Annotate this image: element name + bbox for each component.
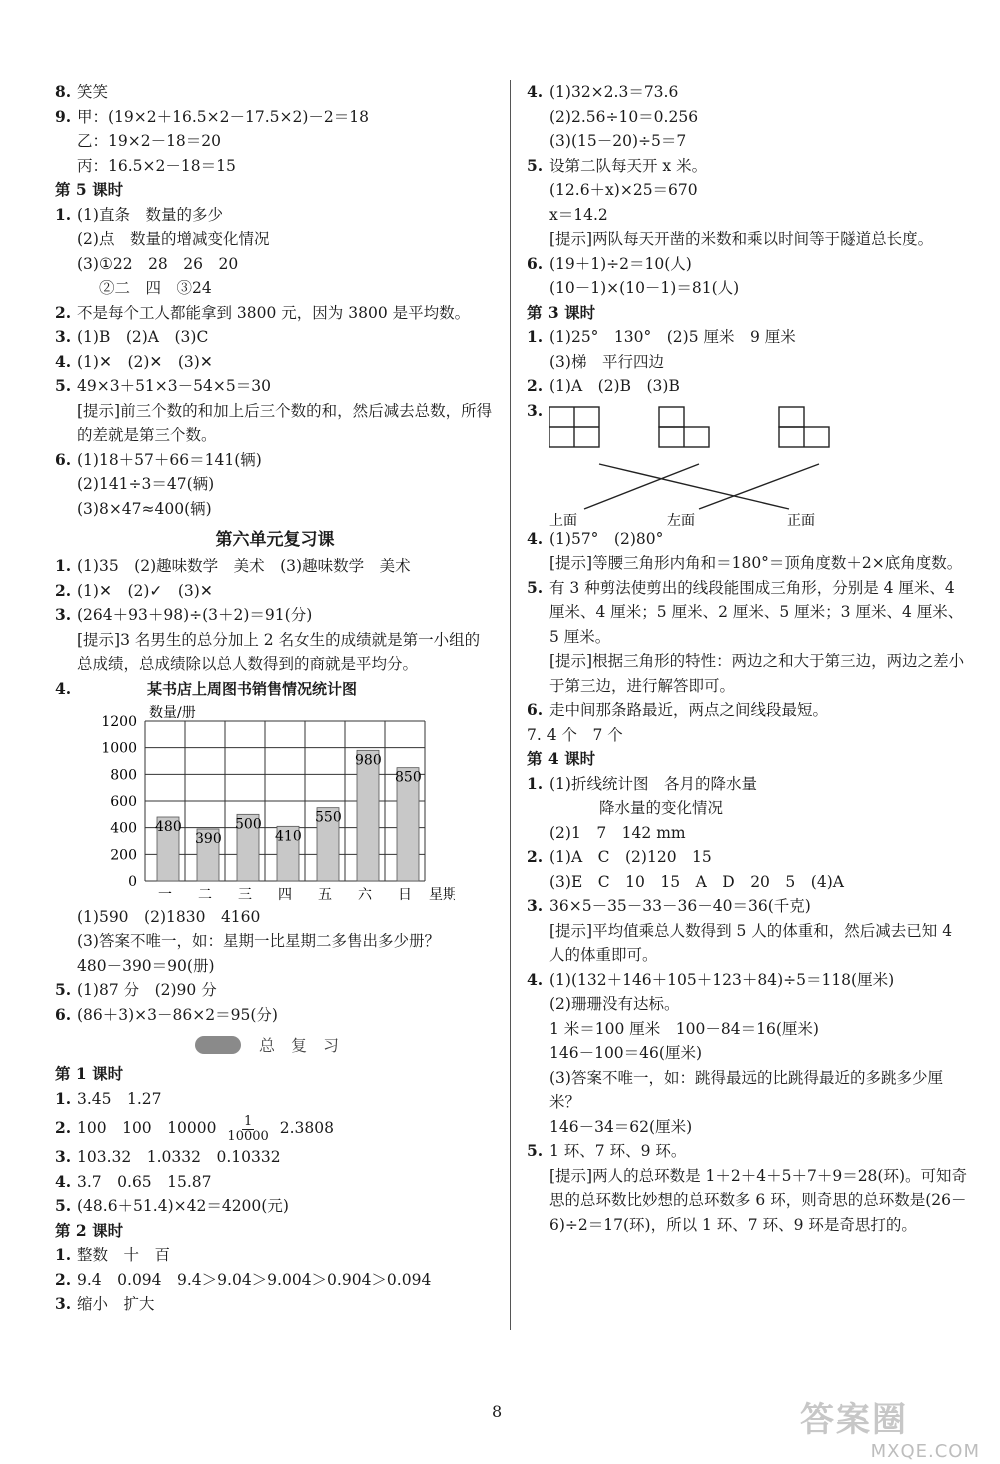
answer-line: 3. (264＋93＋98)÷(3＋2)＝91(分)	[55, 605, 313, 624]
hint-text: [提示]平均值乘总人数得到 5 人的体重和，然后减去已知 4 人的体重即可。	[549, 921, 953, 964]
answer-line: (10－1)×(10－1)＝81(人)	[549, 279, 740, 297]
answer-line: 6. 走中间那条路最近，两点之间线段最短。	[527, 700, 829, 719]
y-tick-label: 600	[110, 793, 137, 810]
answer-line: 6. (1)18＋57＋66＝141(辆)	[55, 449, 262, 469]
answer-line: 1. 整数 十 百	[55, 1245, 171, 1264]
x-tick-label: 四	[278, 886, 292, 901]
answer-line: 5. 1 环、7 环、9 环。	[527, 1141, 687, 1160]
answer-line: 5. 49×3＋51×3－54×5＝30	[55, 376, 271, 395]
answer-line: 1. (1)35 (2)趣味数学 美术 (3)趣味数学 美术	[55, 556, 411, 575]
watermark-logo: 答案圈 MXQE.COM	[800, 1400, 980, 1462]
answer-line: 2. 100 100 10000 $\frac{1}{10000}$ 2.3808	[55, 1113, 334, 1144]
x-tick-label: 五	[318, 886, 332, 901]
left-column	[55, 80, 495, 1317]
answer-line: (12.6＋x)×25＝670	[549, 181, 698, 199]
x-tick-label: 六	[358, 886, 372, 901]
view-shape-square	[659, 407, 684, 427]
y-tick-label: 1200	[101, 713, 137, 730]
answer-line: 1. 3.45 1.27	[55, 1088, 162, 1108]
answer-line: 3. 上面 左面 正面	[527, 399, 972, 527]
answer-line: (3)答案不唯一，如：跳得最远的比跳得最近的多跳多少厘米？	[549, 1068, 943, 1111]
answer-line: 降水量的变化情况	[599, 799, 724, 817]
answer-line: 2. (1)A (2)B (3)B	[527, 376, 680, 395]
answer-line: (2)141÷3＝47(辆)	[77, 475, 215, 493]
answer-line: 146－100＝46(厘米)	[549, 1044, 702, 1062]
column-divider	[510, 80, 511, 1330]
answer-line: ②二 四 ③24	[99, 279, 212, 297]
answer-line: 1. (1)折线统计图 各月的降水量	[527, 773, 757, 793]
banner-pill-icon	[195, 1036, 241, 1054]
x-tick-label: 三	[238, 886, 252, 901]
section-heading: 第 4 课时	[527, 749, 596, 768]
bar-value-label: 500	[235, 815, 262, 832]
answer-line: 丙：16.5×2－18＝15	[77, 156, 236, 175]
answer-line: (2)2.56÷10＝0.256	[549, 107, 699, 126]
general-review-banner	[55, 1033, 495, 1056]
answer-line: 2. (1)A C (2)120 15	[527, 847, 712, 866]
section-heading: 第 1 课时	[55, 1064, 124, 1083]
page-number: 8	[492, 1402, 503, 1421]
answer-line: 2. (1)✕ (2)✓ (3)✕	[55, 580, 213, 600]
bar-value-label: 550	[315, 809, 342, 826]
answer-line: (3)(15－20)÷5＝7	[549, 132, 687, 150]
answer-line: 7. 4 个 7 个	[527, 725, 623, 744]
bar	[357, 750, 379, 881]
y-tick-label: 0	[128, 873, 137, 890]
view-shape-square	[779, 407, 804, 427]
hint-text: [提示]两人的总环数是 1＋2＋4＋5＋7＋9＝28(环)。可知奇思的总环数比妙想的总环数多 6 环，则奇思的总环数是(26－6)÷2＝17(环)，所以 1 环、7 环、9 环是奇思打的。	[549, 1166, 968, 1234]
chart-title: 某书店上周图书销售情况统计图	[147, 679, 358, 698]
answer-line: 4. (1)57° (2)80°	[527, 528, 664, 548]
hint-text: [提示]前三个数的和加上后三个数的和，然后减去总数，所得的差就是第三个数。	[77, 401, 493, 444]
hint-text: [提示]等腰三角形内角和＝180°＝顶角度数＋2×底角度数。	[549, 554, 963, 572]
answer-line: 6. (19＋1)÷2＝10(人)	[527, 253, 692, 273]
bar-chart	[55, 701, 455, 901]
answer-line: 2. 9.4 0.094 9.4＞9.04＞9.004＞0.904＞0.094	[55, 1269, 432, 1289]
answer-line: (3)梯 平行四边	[549, 352, 664, 371]
fraction: $\frac{1}{10000}$	[227, 1113, 269, 1144]
hint-text: [提示]两队每天开凿的米数和乘以时间等于隧道总长度。	[549, 230, 934, 248]
y-tick-label: 200	[110, 846, 137, 863]
answer-line: 2. 不是每个工人都能拿到 3800 元，因为 3800 是平均数。	[55, 302, 471, 322]
x-tick-label: 一	[158, 886, 172, 901]
y-tick-label: 800	[110, 766, 137, 783]
view-label: 上面	[549, 512, 577, 527]
bar-value-label: 410	[275, 827, 302, 844]
x-axis-label: 星期	[429, 886, 455, 901]
y-axis-label: 数量/册	[149, 704, 196, 721]
hint-text: [提示]3 名男生的总分加上 2 名女生的成绩就是第一小组的总成绩，总成绩除以总人数得到的商就是平均分。	[77, 630, 481, 673]
answer-line: (2)1 7 142 mm	[549, 823, 686, 842]
answer-line: 1. (1)25° 130° (2)5 厘米 9 厘米	[527, 327, 796, 346]
answer-line: 5. (1)87 分 (2)90 分	[55, 980, 217, 999]
answer-line: (3)①22 28 26 20	[77, 254, 239, 273]
answer-line: 4. 3.7 0.65 15.87	[55, 1171, 212, 1191]
answer-line: 8. 笑笑	[55, 82, 109, 101]
x-tick-label: 二	[198, 886, 212, 901]
answer-line: 3. 103.32 1.0332 0.10332	[55, 1147, 281, 1166]
answer-line: (2)点 数量的增减变化情况	[77, 230, 270, 248]
answer-line: 480－390＝90(册)	[77, 956, 215, 975]
answer-line: 3. (1)B (2)A (3)C	[55, 327, 209, 346]
view-label: 左面	[667, 512, 695, 527]
view-label: 正面	[787, 512, 815, 527]
section-heading: 第 2 课时	[55, 1220, 124, 1240]
answer-line: 4. (1)(132＋146＋105＋123＋84)÷5＝118(厘米)	[527, 969, 895, 989]
answer-line: 5. (48.6＋51.4)×42＝4200(元)	[55, 1196, 289, 1215]
answer-line: 3. 36×5－35－33－36－40＝36(千克)	[527, 896, 811, 915]
answer-line: 5. 设第二队每天开 x 米。	[527, 155, 708, 175]
match-line	[584, 464, 699, 509]
unit-review-title: 第六单元复习课	[215, 530, 335, 550]
answer-line: 1 米＝100 厘米 100－84＝16(厘米)	[549, 1019, 819, 1038]
general-review-title: 总复习	[258, 1036, 355, 1055]
answer-line: 乙：19×2－18＝20	[77, 132, 222, 150]
answer-line: 146－34＝62(厘米)	[549, 1117, 693, 1136]
answer-line: 5. 有 3 种剪法使剪出的线段能围成三角形，分别是 4 厘米、4 厘米、4 厘米；5 厘米、2 厘米、5 厘米；3 厘米、4 厘米、5 厘米。	[527, 577, 964, 646]
y-tick-label: 1000	[101, 740, 137, 757]
section-heading: 第 5 课时	[55, 180, 124, 199]
x-tick-label: 日	[398, 886, 412, 901]
answer-line: 1. (1)直条 数量的多少	[55, 204, 223, 224]
three-views-diagram	[549, 399, 849, 527]
answer-line: 9. 甲：(19×2＋16.5×2－17.5×2)－2＝18	[55, 106, 369, 126]
hint-text: [提示]根据三角形的特性：两边之和大于第三边，两边之差小于第三边，进行解答即可。	[549, 652, 965, 695]
bar-value-label: 980	[355, 751, 382, 768]
section-heading: 第 3 课时	[527, 302, 596, 322]
y-tick-label: 400	[110, 820, 137, 837]
answer-line: 4. 某书店上周图书销售情况统计图	[55, 677, 495, 701]
answer-line: (3)E C 10 15 A D 20 5 (4)A	[549, 872, 844, 891]
right-column	[527, 80, 972, 1237]
answer-line: x＝14.2	[549, 205, 608, 224]
answer-line: (1)590 (2)1830 4160	[77, 907, 261, 926]
answer-line: 4. (1)32×2.3＝73.6	[527, 82, 679, 101]
bar-value-label: 480	[155, 818, 182, 835]
bar-value-label: 390	[195, 830, 222, 847]
answer-line: 6. (86＋3)×3－86×2＝95(分)	[55, 1004, 278, 1024]
answer-line: (2)珊珊没有达标。	[549, 995, 680, 1013]
answer-line: 4. (1)✕ (2)✕ (3)✕	[55, 351, 213, 371]
answer-line: (3)8×47≈400(辆)	[77, 499, 212, 518]
answer-line: 3. 缩小 扩大	[55, 1294, 155, 1313]
bar-value-label: 850	[395, 769, 422, 786]
answer-line: (3)答案不唯一，如：星期一比星期二多售出多少册？	[77, 932, 440, 950]
